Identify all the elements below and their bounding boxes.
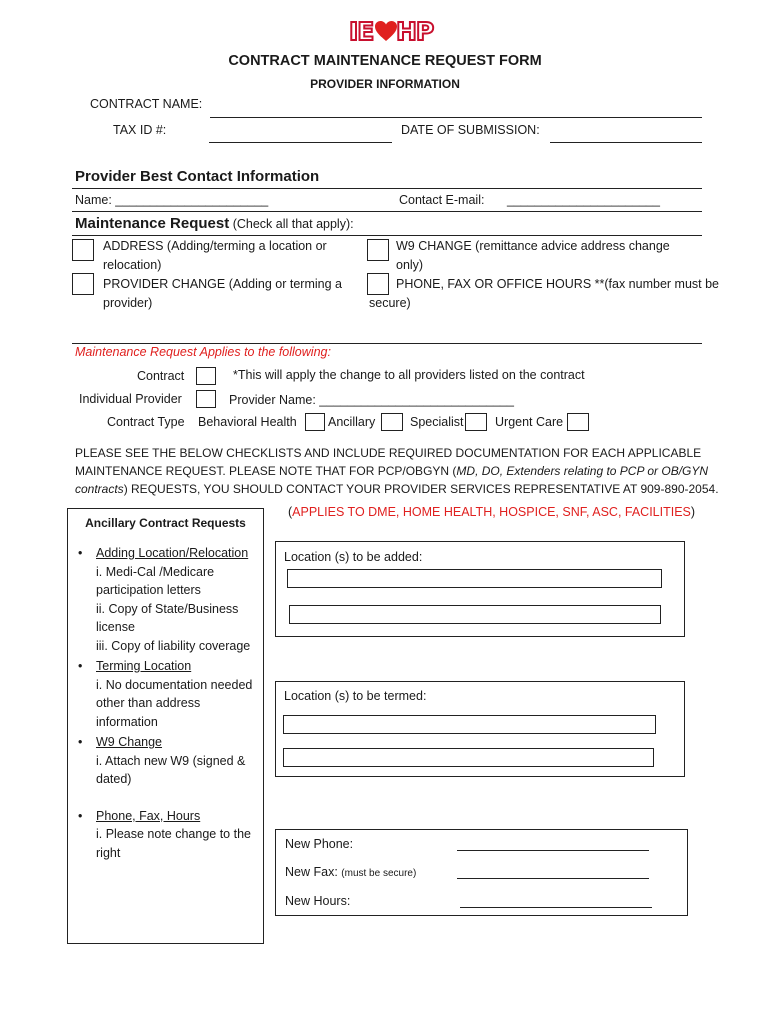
contract-name-field[interactable]: [210, 117, 702, 118]
logo-text-left: IE: [349, 17, 374, 46]
contract-note: *This will apply the change to all providers listed on the contract: [233, 368, 585, 382]
notice-line2: MAINTENANCE REQUEST. PLEASE NOTE THAT FOR PCP/OBGYN (MD, DO, Extenders relating to PCP or OB/GYN: [75, 464, 709, 478]
type-ancillary-label: Ancillary: [328, 415, 376, 429]
heart-icon: [374, 20, 398, 42]
type-specialist-label: Specialist: [410, 415, 464, 429]
maintenance-divider: [72, 235, 702, 236]
w9-checkbox[interactable]: [367, 239, 389, 261]
contact-heading: Provider Best Contact Information: [75, 168, 320, 185]
individual-provider-checkbox[interactable]: [196, 390, 216, 408]
phone-fax-hours-checkbox[interactable]: [367, 273, 389, 295]
requirement-detail: i. Attach new W9 (signed & dated): [96, 753, 246, 786]
requirement-detail: i. No documentation needed other than address information: [96, 677, 253, 729]
contract-name-label: CONTRACT NAME:: [90, 97, 203, 111]
w9-option-line1: W9 CHANGE (remittance advice address change: [396, 239, 670, 253]
location-termed-field-2[interactable]: [283, 748, 654, 767]
contract-label: Contract: [137, 369, 185, 383]
requirement-title: • Terming Location: [96, 659, 192, 673]
provider-option-line1: PROVIDER CHANGE (Adding or terming a: [103, 277, 342, 291]
notice-line3: contracts) REQUESTS, YOU SHOULD CONTACT YOUR PROVIDER SERVICES REPRESENTATIVE AT 909-890-2054.: [75, 482, 719, 496]
type-ancillary-checkbox[interactable]: [381, 413, 403, 431]
new-phone-field[interactable]: [457, 850, 649, 851]
locations-added-box: [275, 541, 685, 637]
contact-email-field[interactable]: ______________________: [507, 193, 660, 207]
requirement-title: • Adding Location/Relocation: [96, 546, 249, 560]
provider-name-field[interactable]: Provider Name: ____________________________: [229, 393, 514, 407]
requirement-title: • Phone, Fax, Hours: [96, 808, 201, 823]
tax-id-field[interactable]: [209, 142, 392, 143]
locations-termed-box: [275, 681, 685, 777]
address-checkbox[interactable]: [72, 239, 94, 261]
requirement-detail: i. Please note change to the right: [96, 827, 251, 860]
location-added-field-2[interactable]: [289, 605, 661, 624]
maintenance-note: (Check all that apply):: [232, 217, 354, 231]
requirement-item: [68, 544, 263, 655]
location-termed-field-1[interactable]: [283, 715, 656, 734]
tax-id-label: TAX ID #:: [113, 123, 167, 137]
notice-line1: PLEASE SEE THE BELOW CHECKLISTS AND INCLUDE REQUIRED DOCUMENTATION FOR EACH APPLICABLE: [75, 446, 702, 460]
requirement-detail: iii. Copy of liability coverage: [96, 638, 251, 653]
provider-change-checkbox[interactable]: [72, 273, 94, 295]
contact-changes-box: [275, 829, 688, 916]
address-option-line1: ADDRESS (Adding/terming a location or: [103, 239, 327, 253]
contact-divider: [72, 188, 702, 189]
provider-option-line2: provider): [103, 296, 153, 310]
locations-termed-label: Location (s) to be termed:: [284, 689, 427, 703]
type-urgent-label: Urgent Care: [495, 415, 564, 429]
requirement-item: [68, 657, 263, 731]
address-option-line2: relocation): [103, 258, 162, 272]
requirement-detail: ii. Copy of State/Business license: [96, 601, 239, 634]
iehp-logo: [349, 17, 434, 46]
logo-text-right: HP: [396, 17, 434, 46]
phone-option-line1: PHONE, FAX OR OFFICE HOURS **(fax number must be: [396, 277, 719, 291]
new-fax-field[interactable]: [457, 878, 649, 879]
ancillary-requests-panel: [67, 508, 264, 944]
contract-type-label: Contract Type: [107, 415, 185, 429]
name-divider: [72, 211, 702, 212]
documentation-notice: [75, 444, 725, 498]
contract-checkbox[interactable]: [196, 367, 216, 385]
form-title: CONTRACT MAINTENANCE REQUEST FORM: [228, 53, 542, 69]
type-behavioral-checkbox[interactable]: [305, 413, 325, 431]
maintenance-heading-row: [75, 215, 354, 232]
date-label: DATE OF SUBMISSION:: [401, 123, 540, 137]
ancillary-heading: Ancillary Contract Requests: [85, 516, 246, 530]
individual-provider-label: Individual Provider: [79, 392, 182, 406]
ancillary-requirements-list: [68, 544, 263, 862]
type-specialist-checkbox[interactable]: [465, 413, 487, 431]
location-added-field-1[interactable]: [287, 569, 662, 588]
maintenance-heading: Maintenance Request: [75, 215, 230, 232]
requirement-item: [68, 733, 263, 789]
date-field[interactable]: [550, 142, 702, 143]
requirement-title: • W9 Change: [96, 735, 163, 749]
phone-option-line2: secure): [369, 296, 411, 310]
contact-email-label: Contact E-mail:: [399, 193, 485, 207]
applies-heading: Maintenance Request Applies to the following:: [75, 345, 331, 359]
requirement-item: [68, 807, 263, 863]
type-behavioral-label: Behavioral Health: [198, 415, 297, 429]
new-hours-field[interactable]: [460, 907, 652, 908]
contact-name-field[interactable]: Name: ______________________: [75, 193, 269, 207]
applies-divider: [72, 343, 702, 344]
new-fax-label-row: New Fax: (must be secure): [285, 865, 417, 879]
w9-option-line2: only): [396, 258, 424, 272]
new-phone-label: New Phone:: [285, 837, 354, 851]
form-subtitle: PROVIDER INFORMATION: [310, 77, 460, 91]
applies-note: (APPLIES TO DME, HOME HEALTH, HOSPICE, SNF, ASC, FACILITIES): [288, 505, 696, 519]
type-urgent-checkbox[interactable]: [567, 413, 589, 431]
locations-added-label: Location (s) to be added:: [284, 550, 423, 564]
requirement-detail: i. Medi-Cal /Medicare participation letters: [96, 564, 215, 597]
new-hours-label: New Hours:: [285, 894, 351, 908]
